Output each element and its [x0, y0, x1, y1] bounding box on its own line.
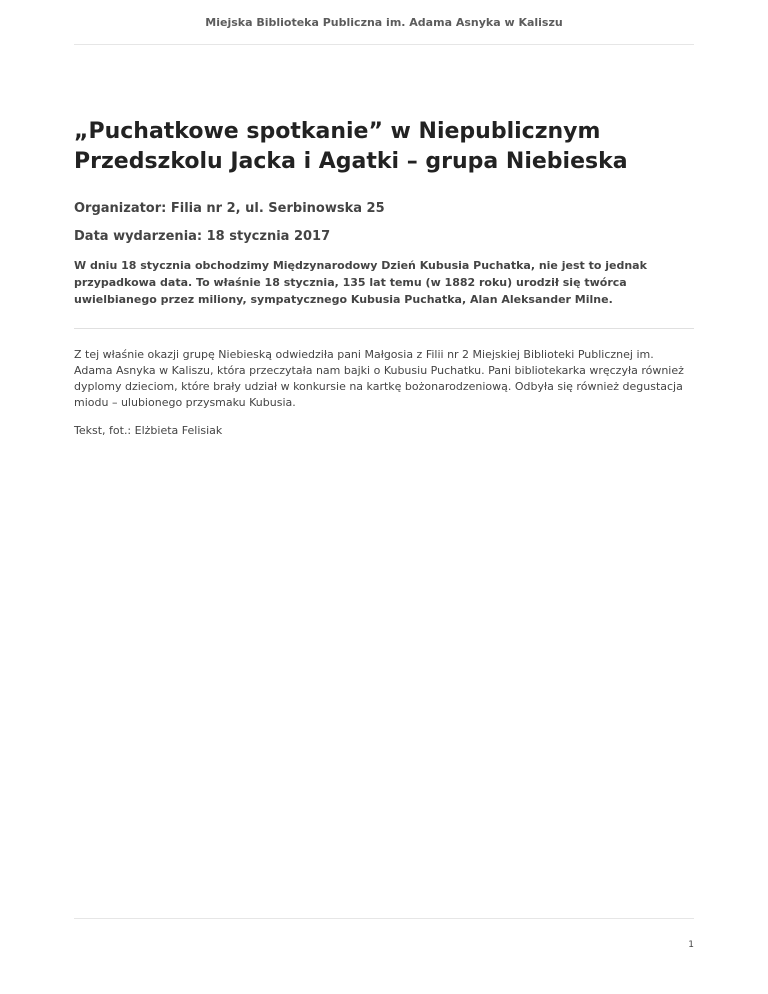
- section-divider: [74, 328, 694, 329]
- site-header: [74, 0, 694, 45]
- article-title: „Puchatkowe spotkanie” w Niepublicznym Przedszkolu Jacka i Agatki – grupa Niebieska: [74, 119, 628, 174]
- organizer-line: Organizator: Filia nr 2, ul. Serbinowska 25: [74, 201, 385, 216]
- site-name: Miejska Biblioteka Publiczna im. Adama Asnyka w Kaliszu: [205, 16, 563, 29]
- photo-credit: Tekst, fot.: Elżbieta Felisiak: [74, 424, 223, 437]
- footer-divider: [74, 918, 694, 919]
- article-lead: W dniu 18 stycznia obchodzimy Międzynarodowy Dzień Kubusia Puchatka, nie jest to jednak przypadkowa data. To właśnie 18 stycznia, 135 lat temu (w 1882 roku) urodził się twórca uwielbianego przez miliony, sympatycznego Kubusia Puchatka, Alan Aleksander Milne.: [74, 259, 647, 306]
- article-body: Z tej właśnie okazji grupę Niebieską odwiedziła pani Małgosia z Filii nr 2 Miejskiej Biblioteki Publicznej im. Adama Asnyka w Kaliszu, która przeczytała nam bajki o Kubusiu Puchatku. Pani bibliotekarka wręczyła również dyplomy dzieciom, które brały udział w konkursie na kartkę bożonarodzeniową. Odbyła się również degustacja miodu – ulubionego przysmaku Kubusia.: [74, 348, 684, 409]
- event-date-line: Data wydarzenia: 18 stycznia 2017: [74, 229, 331, 244]
- document-page: [74, 0, 694, 994]
- page-number: 1: [688, 940, 694, 950]
